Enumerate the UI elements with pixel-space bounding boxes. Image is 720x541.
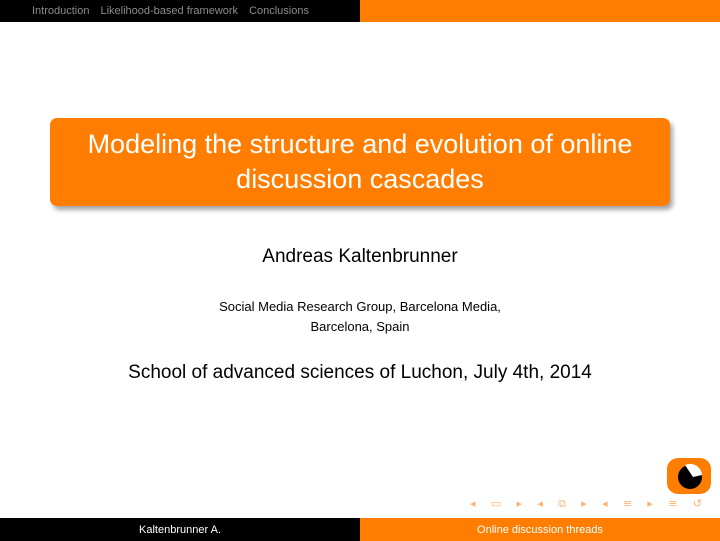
- nav-frame-next-icon[interactable]: ▸: [516, 497, 523, 510]
- author-name: Andreas Kaltenbrunner: [262, 246, 458, 267]
- title-block: [50, 118, 670, 206]
- footer-short-title: Online discussion threads: [360, 518, 720, 541]
- header-accent-bar: [360, 0, 720, 22]
- affiliation: [0, 297, 720, 337]
- nav-link-likelihood-framework[interactable]: Likelihood-based framework: [100, 5, 239, 17]
- institution-logo-icon: [665, 455, 713, 497]
- section-navigation: [0, 0, 360, 22]
- beamer-navigation-symbols: [470, 497, 702, 511]
- nav-subsection-prev-icon[interactable]: ◂: [537, 497, 543, 510]
- nav-frame-prev-icon[interactable]: ◂: [470, 497, 476, 510]
- nav-section-icon[interactable]: ≡: [622, 497, 633, 510]
- nav-align-icon[interactable]: ≡: [668, 497, 678, 510]
- nav-subsection-icon[interactable]: ⧉: [558, 497, 566, 510]
- nav-link-introduction[interactable]: Introduction: [32, 5, 90, 17]
- nav-subsection-next-icon[interactable]: ▸: [581, 497, 587, 510]
- nav-section-next-icon[interactable]: ▸: [647, 497, 653, 510]
- header-bar: [0, 0, 720, 22]
- event-date: School of advanced sciences of Luchon, July 4th, 2014: [128, 362, 592, 383]
- footer-bar: [0, 518, 720, 541]
- slide-title: Modeling the structure and evolution of online discussion cascades: [87, 129, 633, 194]
- nav-link-conclusions[interactable]: Conclusions: [249, 5, 309, 17]
- affiliation-line-1: Social Media Research Group, Barcelona Media,: [219, 299, 501, 314]
- nav-frame-icon[interactable]: ▭: [490, 497, 502, 510]
- footer-author: Kaltenbrunner A.: [0, 518, 360, 541]
- affiliation-line-2: Barcelona, Spain: [310, 319, 410, 334]
- nav-section-prev-icon[interactable]: ◂: [602, 497, 608, 510]
- nav-zoom-icon[interactable]: ↺: [692, 497, 702, 510]
